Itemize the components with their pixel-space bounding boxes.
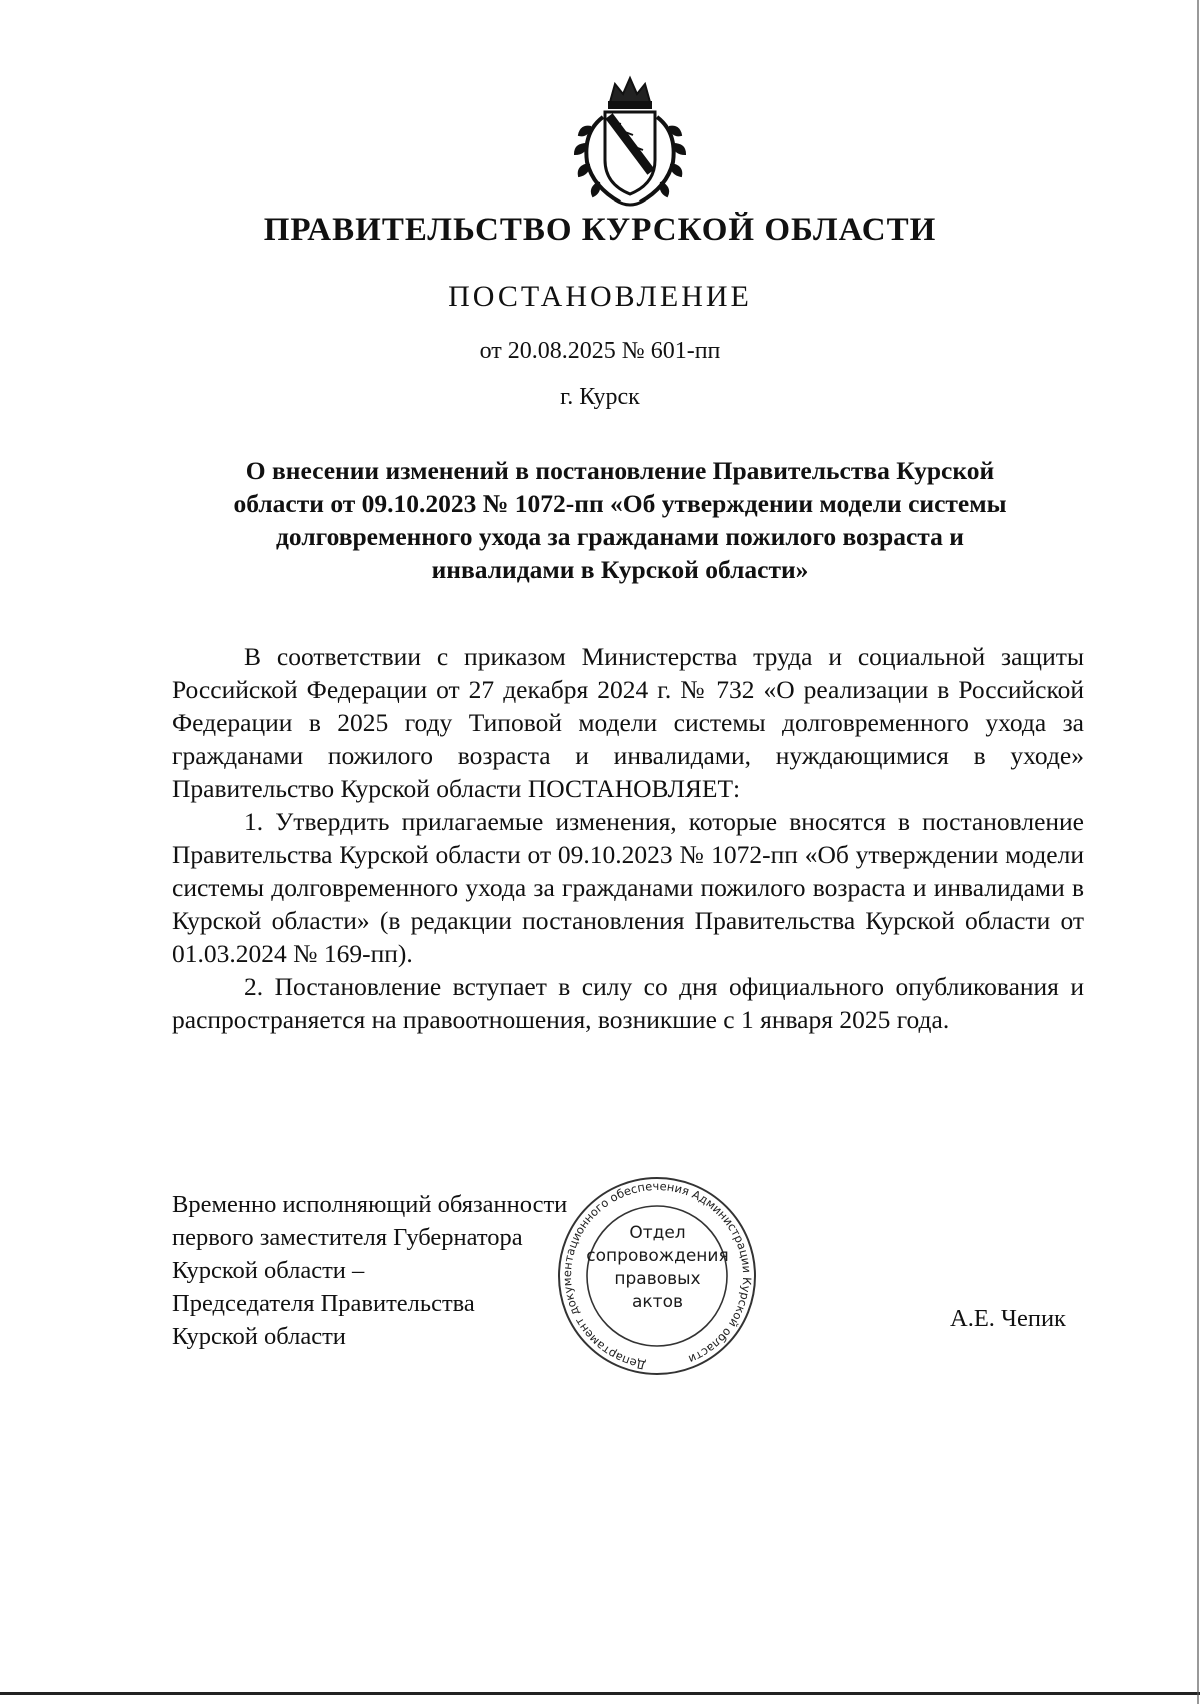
position-line: первого заместителя Губернатора bbox=[172, 1224, 523, 1251]
stamp-center-text bbox=[585, 1222, 730, 1314]
scan-right-edge bbox=[1197, 0, 1199, 1704]
subject-line: области от 09.10.2023 № 1072-пп «Об утверждении модели системы bbox=[233, 489, 1007, 518]
kursk-coat-of-arms-icon bbox=[565, 72, 695, 212]
organization-title: ПРАВИТЕЛЬСТВО КУРСКОЙ ОБЛАСТИ bbox=[263, 212, 937, 248]
stamp-line: Отдел bbox=[629, 1223, 686, 1243]
preamble-paragraph: В соответствии с приказом Министерства труда и социальной защиты Российской Федерации от 27 декабря 2024 г. № 732 «О реализации в Российской Федерации в 2025 году Типовой модели системы долговременного ухода за гражданами пожилого возраста и инвалидами, нуждающимися в уходе» Правительство Курской области ПОСТАНОВЛЯЕТ: bbox=[172, 642, 1084, 803]
document-number: от 20.08.2025 № 601-пп bbox=[479, 338, 721, 364]
stamp-line: правовых bbox=[614, 1269, 701, 1289]
document-city: г. Курск bbox=[560, 384, 640, 410]
subject-line: долговременного ухода за гражданами пожилого возраста и bbox=[276, 522, 964, 551]
stamp-ring-text: Департамент документационного обеспечения Администрации Курской области bbox=[559, 1178, 755, 1373]
stamp-line: сопровождения bbox=[586, 1246, 729, 1266]
document-body bbox=[172, 640, 1084, 1036]
subject-line: инвалидами в Курской области» bbox=[431, 555, 809, 584]
position-line: Временно исполняющий обязанности bbox=[172, 1191, 568, 1218]
stamp-line: актов bbox=[631, 1292, 683, 1312]
signatory-position bbox=[172, 1188, 567, 1353]
document-type: ПОСТАНОВЛЕНИЕ bbox=[448, 280, 752, 313]
item-paragraph-1: 1. Утвердить прилагаемые изменения, которые вносятся в постановление Правительства Курской области от 09.10.2023 № 1072-пп «Об утверждении модели системы долговременного ухода за гражданами пожилого возраста и инвалидами в Курской области» (в редакции постановления Правительства Курской области от 01.03.2024 № 169-пп). bbox=[172, 807, 1084, 968]
subject-line: О внесении изменений в постановление Правительства Курской bbox=[245, 456, 995, 485]
position-line: Курской области – bbox=[172, 1257, 365, 1284]
signatory-name: А.Е. Чепик bbox=[950, 1305, 1066, 1332]
item-paragraph-2: 2. Постановление вступает в силу со дня официального опубликования и распространяется на правоотношения, возникшие с 1 января 2025 года. bbox=[172, 972, 1084, 1034]
position-line: Председателя Правительства bbox=[172, 1290, 475, 1317]
position-line: Курской области bbox=[172, 1323, 346, 1350]
document-subject bbox=[170, 454, 1070, 586]
scan-bottom-edge bbox=[0, 1692, 1200, 1695]
